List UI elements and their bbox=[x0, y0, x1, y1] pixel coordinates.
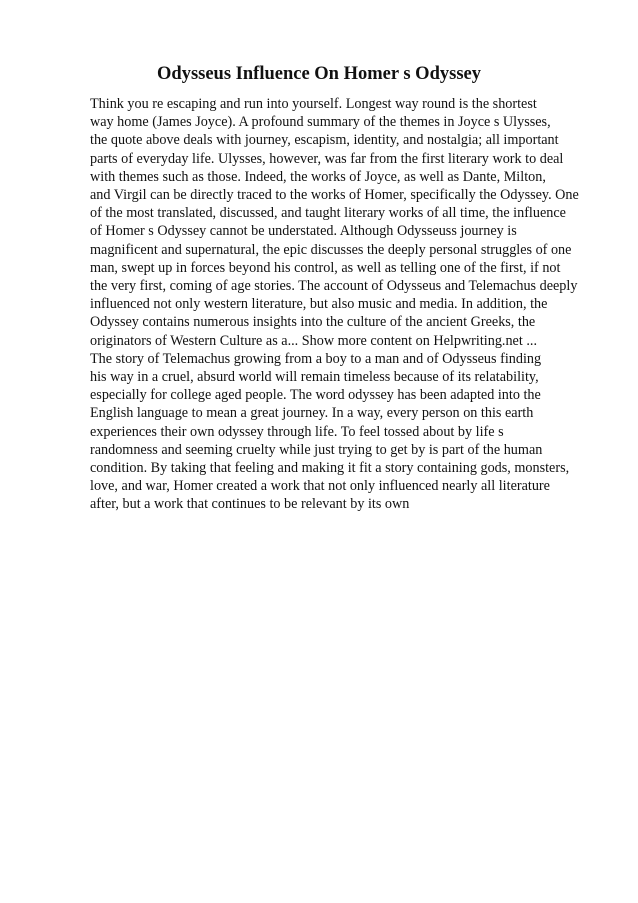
body-line: the quote above deals with journey, escapism, identity, and nostalgia; all important bbox=[90, 132, 559, 149]
body-line: condition. By taking that feeling and making it fit a story containing gods, monsters, bbox=[90, 460, 570, 477]
body-line: originators of Western Culture as a... Show more content on Helpwriting.net ... bbox=[90, 332, 537, 349]
body-line: love, and war, Homer created a work that not only influenced nearly all literature bbox=[90, 478, 550, 495]
document-body bbox=[90, 95, 630, 514]
body-line: the very first, coming of age stories. The account of Odysseus and Telemachus deeply bbox=[90, 278, 578, 295]
body-line: his way in a cruel, absurd world will remain timeless because of its relatability, bbox=[90, 369, 539, 386]
body-line: with themes such as those. Indeed, the works of Joyce, as well as Dante, Milton, bbox=[90, 168, 546, 185]
body-line: way home (James Joyce). A profound summary of the themes in Joyce s Ulysses, bbox=[90, 114, 551, 131]
body-line: Odyssey contains numerous insights into the culture of the ancient Greeks, the bbox=[90, 314, 536, 331]
body-line: man, swept up in forces beyond his control, as well as telling one of the first, if not bbox=[90, 259, 561, 276]
body-line: especially for college aged people. The word odyssey has been adapted into the bbox=[90, 387, 541, 404]
body-line: magnificent and supernatural, the epic discusses the deeply personal struggles of one bbox=[90, 241, 572, 258]
body-line: of the most translated, discussed, and taught literary works of all time, the influence bbox=[90, 205, 566, 222]
body-line: parts of everyday life. Ulysses, however, was far from the first literary work to deal bbox=[90, 150, 564, 167]
body-line: influenced not only western literature, but also music and media. In addition, the bbox=[90, 296, 548, 313]
body-line: and Virgil can be directly traced to the works of Homer, specifically the Odyssey. One bbox=[90, 187, 579, 204]
body-line: after, but a work that continues to be relevant by its own bbox=[90, 496, 410, 513]
body-line: The story of Telemachus growing from a boy to a man and of Odysseus finding bbox=[90, 350, 542, 367]
body-line: randomness and seeming cruelty while just trying to get by is part of the human bbox=[90, 441, 543, 458]
body-line: Think you re escaping and run into yourself. Longest way round is the shortest bbox=[90, 96, 537, 112]
body-line: of Homer s Odyssey cannot be understated. Although Odysseuss journey is bbox=[90, 223, 517, 240]
body-line: English language to mean a great journey. In a way, every person on this earth bbox=[90, 405, 534, 422]
body-line: experiences their own odyssey through life. To feel tossed about by life s bbox=[90, 423, 504, 440]
document-title: Odysseus Influence On Homer s Odyssey bbox=[157, 64, 481, 84]
